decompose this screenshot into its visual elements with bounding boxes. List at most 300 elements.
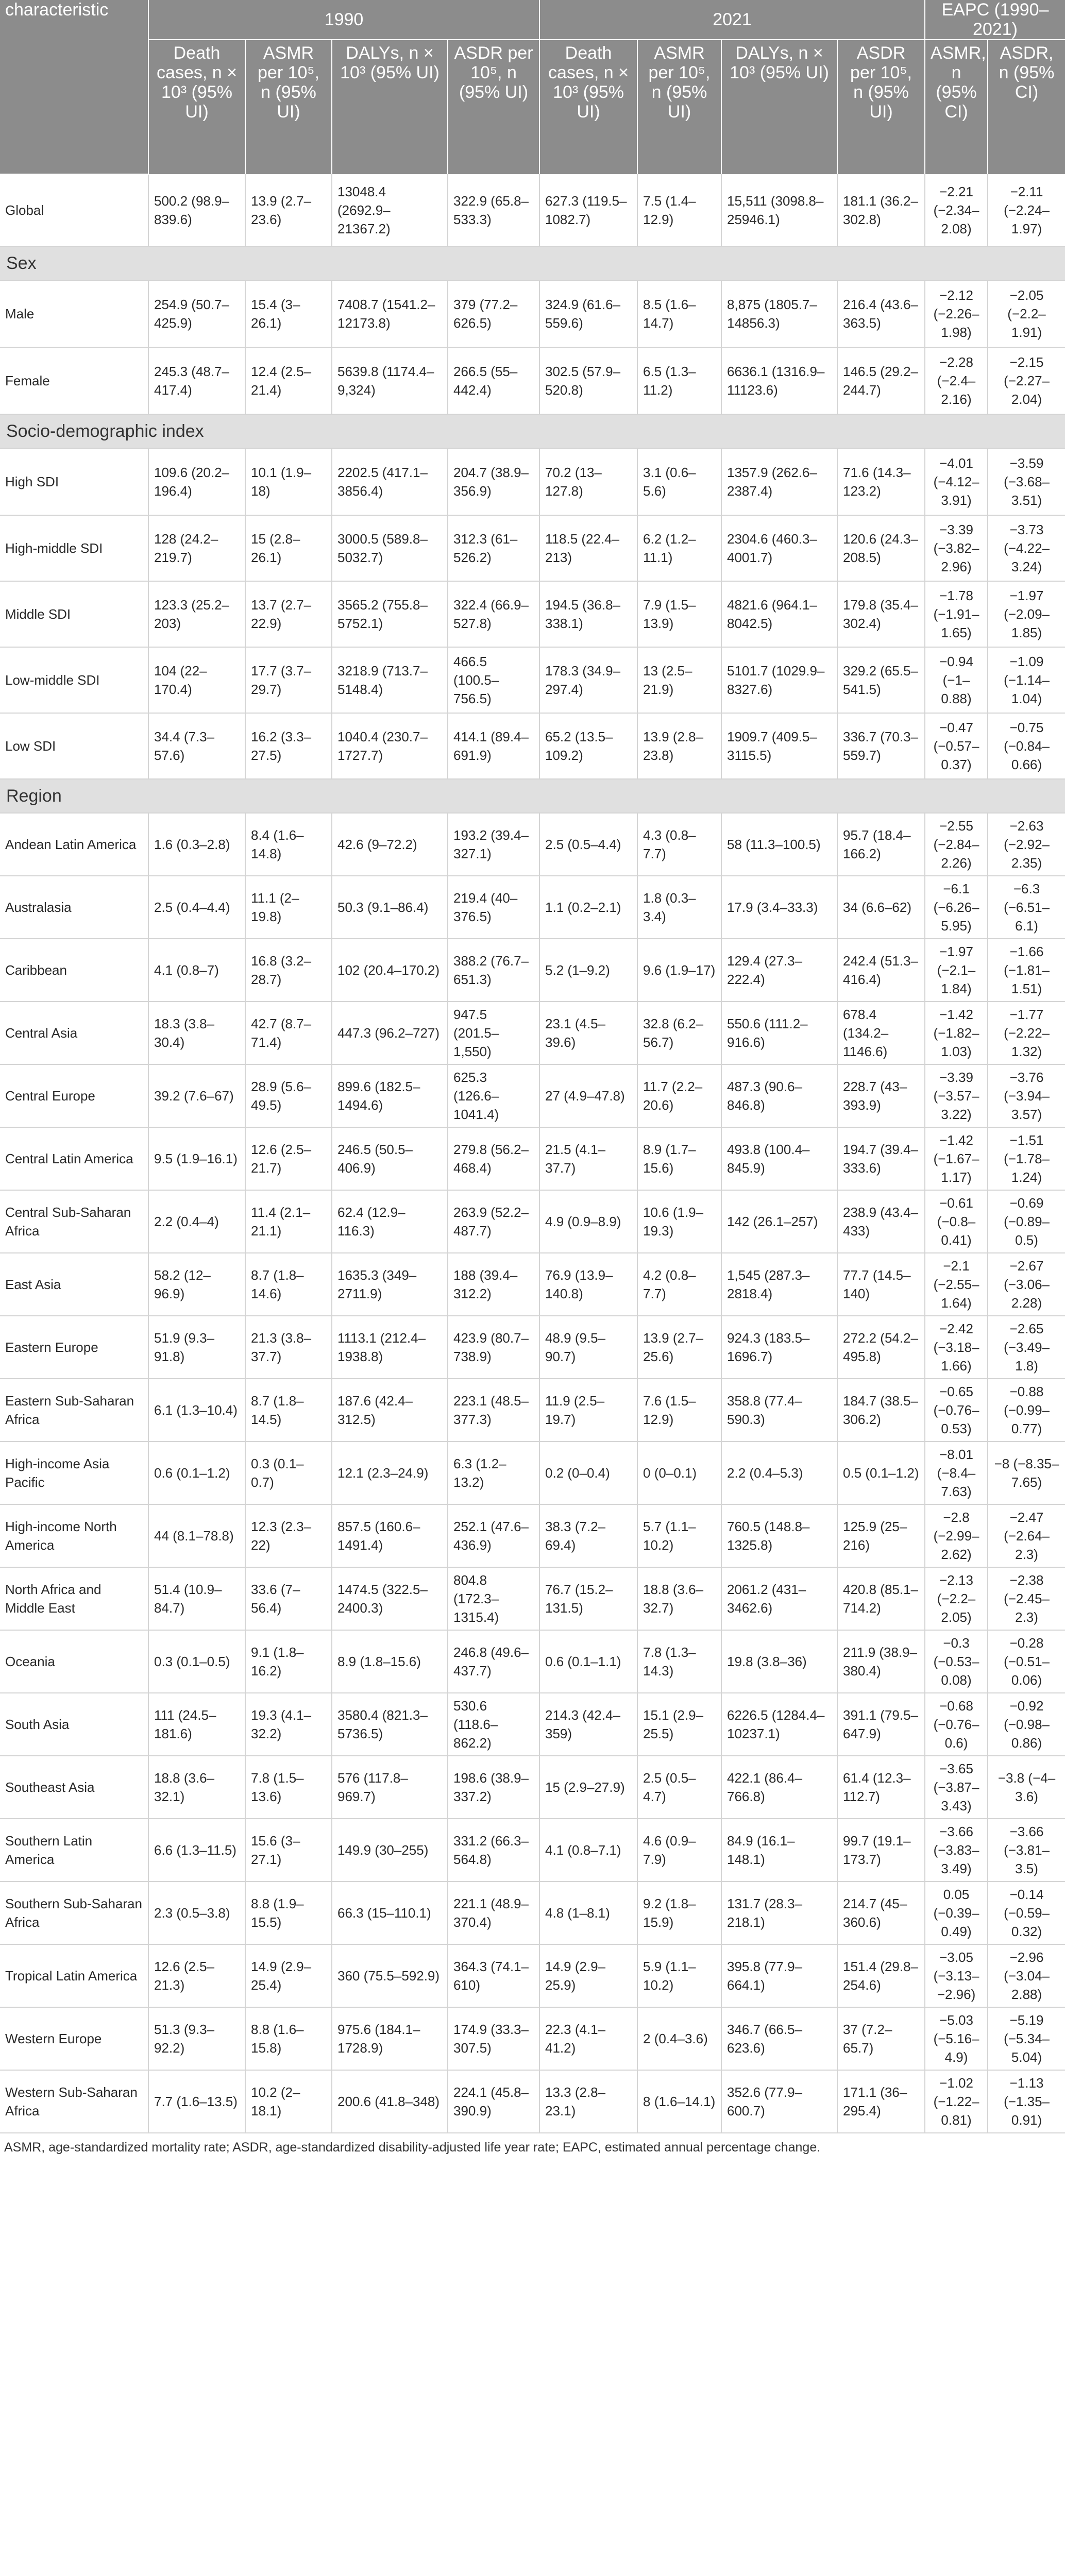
table-cell: 0.3 (0.1–0.7) (245, 1442, 332, 1504)
table-cell: 34.4 (7.3–57.6) (148, 713, 245, 779)
table-cell: 3218.9 (713.7–5148.4) (332, 647, 448, 713)
table-cell: 246.8 (49.6–437.7) (448, 1630, 539, 1693)
table-cell: 18.8 (3.6–32.1) (148, 1756, 245, 1819)
table-cell: 61.4 (12.3–112.7) (837, 1756, 925, 1819)
table-cell: 947.5 (201.5–1,550) (448, 1002, 539, 1064)
table-cell: 3000.5 (589.8–5032.7) (332, 515, 448, 581)
table-cell: −0.92 (−0.98–0.86) (988, 1693, 1065, 1756)
table-cell: 149.9 (30–255) (332, 1819, 448, 1882)
table-cell: 6226.5 (1284.4–10237.1) (721, 1693, 837, 1756)
table-row (0, 1316, 1065, 1379)
table-cell: 51.3 (9.3–92.2) (148, 2007, 245, 2070)
table-cell: 8 (1.6–14.1) (637, 2070, 721, 2133)
table-cell: 21.3 (3.8–37.7) (245, 1316, 332, 1379)
table-cell: −2.47 (−2.64–2.3) (988, 1504, 1065, 1567)
table-cell: −2.1 (−2.55–1.64) (925, 1253, 988, 1316)
row-label: High SDI (0, 448, 148, 515)
table-cell: 1.1 (0.2–2.1) (539, 876, 637, 939)
table-cell: −3.39 (−3.57–3.22) (925, 1064, 988, 1127)
table-cell: −2.15 (−2.27–2.04) (988, 347, 1065, 414)
table-cell: 15,511 (3098.8–25946.1) (721, 174, 837, 246)
table-cell: 10.1 (1.9–18) (245, 448, 332, 515)
table-cell: 388.2 (76.7–651.3) (448, 939, 539, 1002)
table-cell: 329.2 (65.5–541.5) (837, 647, 925, 713)
table-cell: 254.9 (50.7–425.9) (148, 280, 245, 347)
table-cell: 76.7 (15.2–131.5) (539, 1567, 637, 1630)
table-cell: 7.8 (1.5–13.6) (245, 1756, 332, 1819)
table-cell: −1.77 (−2.22–1.32) (988, 1002, 1065, 1064)
table-cell: 576 (117.8–969.7) (332, 1756, 448, 1819)
table-cell: 391.1 (79.5–647.9) (837, 1693, 925, 1756)
table-cell: 346.7 (66.5–623.6) (721, 2007, 837, 2070)
header-death-2021: Death cases, n × 10³ (95% UI) (539, 40, 637, 174)
table-cell: 214.3 (42.4–359) (539, 1693, 637, 1756)
table-cell: 42.7 (8.7–71.4) (245, 1002, 332, 1064)
table-cell: 7.8 (1.3–14.3) (637, 1630, 721, 1693)
table-cell: 358.8 (77.4–590.3) (721, 1379, 837, 1442)
table-cell: 466.5 (100.5–756.5) (448, 647, 539, 713)
table-row (0, 1567, 1065, 1630)
table-cell: 4.9 (0.9–8.9) (539, 1190, 637, 1253)
table-cell: 2061.2 (431–3462.6) (721, 1567, 837, 1630)
table-row (0, 713, 1065, 779)
table-cell: 263.9 (52.2–487.7) (448, 1190, 539, 1253)
table-cell: 102 (20.4–170.2) (332, 939, 448, 1002)
table-cell: 6.1 (1.3–10.4) (148, 1379, 245, 1442)
table-cell: 0.3 (0.1–0.5) (148, 1630, 245, 1693)
row-label: Southern Latin America (0, 1819, 148, 1882)
table-cell: 51.4 (10.9–84.7) (148, 1567, 245, 1630)
table-row (0, 1504, 1065, 1567)
table-cell: 194.7 (39.4–333.6) (837, 1127, 925, 1190)
table-cell: 4.2 (0.8–7.7) (637, 1253, 721, 1316)
row-label: Low SDI (0, 713, 148, 779)
table-cell: 13.9 (2.8–23.8) (637, 713, 721, 779)
table-cell: 487.3 (90.6–846.8) (721, 1064, 837, 1127)
row-label: Central Asia (0, 1002, 148, 1064)
table-cell: 12.4 (2.5–21.4) (245, 347, 332, 414)
row-label: Western Sub-Saharan Africa (0, 2070, 148, 2133)
table-cell: 2202.5 (417.1–3856.4) (332, 448, 448, 515)
table-cell: 128 (24.2–219.7) (148, 515, 245, 581)
table-cell: 129.4 (27.3–222.4) (721, 939, 837, 1002)
table-cell: 414.1 (89.4–691.9) (448, 713, 539, 779)
table-cell: 28.9 (5.6–49.5) (245, 1064, 332, 1127)
table-row (0, 1127, 1065, 1190)
table-body (0, 174, 1065, 2133)
table-cell: 4.6 (0.9–7.9) (637, 1819, 721, 1882)
table-cell: 198.6 (38.9–337.2) (448, 1756, 539, 1819)
header-asdr-1990: ASDR per 10⁵, n (95% UI) (448, 40, 539, 174)
table-cell: 6.3 (1.2–13.2) (448, 1442, 539, 1504)
table-cell: 0.05 (−0.39–0.49) (925, 1882, 988, 1944)
table-cell: 146.5 (29.2–244.7) (837, 347, 925, 414)
table-cell: 14.9 (2.9–25.4) (245, 1944, 332, 2007)
table-cell: 17.9 (3.4–33.3) (721, 876, 837, 939)
table-cell: 8.4 (1.6–14.8) (245, 813, 332, 876)
header-death-1990: Death cases, n × 10³ (95% UI) (148, 40, 245, 174)
row-label: Female (0, 347, 148, 414)
table-cell: 678.4 (134.2–1146.6) (837, 1002, 925, 1064)
table-cell: 131.7 (28.3–218.1) (721, 1882, 837, 1944)
table-cell: 7.5 (1.4–12.9) (637, 174, 721, 246)
table-cell: 21.5 (4.1–37.7) (539, 1127, 637, 1190)
table-cell: −0.3 (−0.53–0.08) (925, 1630, 988, 1693)
table-cell: 33.6 (7–56.4) (245, 1567, 332, 1630)
table-row (0, 174, 1065, 246)
table-cell: 70.2 (13–127.8) (539, 448, 637, 515)
table-cell: 322.9 (65.8–533.3) (448, 174, 539, 246)
table-cell: 37 (7.2–65.7) (837, 2007, 925, 2070)
table-row (0, 1819, 1065, 1882)
row-label: South Asia (0, 1693, 148, 1756)
header-asmr-2021: ASMR per 10⁵, n (95% UI) (637, 40, 721, 174)
table-cell: 8.8 (1.6–15.8) (245, 2007, 332, 2070)
table-cell: 221.1 (48.9–370.4) (448, 1882, 539, 1944)
table-cell: −2.42 (−3.18–1.66) (925, 1316, 988, 1379)
table-cell: −1.02 (−1.22–0.81) (925, 2070, 988, 2133)
table-cell: −3.66 (−3.81–3.5) (988, 1819, 1065, 1882)
table-cell: −2.63 (−2.92–2.35) (988, 813, 1065, 876)
table-cell: 84.9 (16.1–148.1) (721, 1819, 837, 1882)
header-asdr-2021: ASDR per 10⁵, n (95% UI) (837, 40, 925, 174)
table-cell: 1635.3 (349–2711.9) (332, 1253, 448, 1316)
table-cell: 123.3 (25.2–203) (148, 581, 245, 647)
table-cell: 625.3 (126.6–1041.4) (448, 1064, 539, 1127)
table-cell: 7408.7 (1541.2–12173.8) (332, 280, 448, 347)
table-cell: 109.6 (20.2–196.4) (148, 448, 245, 515)
table-cell: −1.09 (−1.14–1.04) (988, 647, 1065, 713)
table-cell: −3.39 (−3.82–2.96) (925, 515, 988, 581)
table-cell: 5101.7 (1029.9–8327.6) (721, 647, 837, 713)
table-cell: 8.7 (1.8–14.6) (245, 1253, 332, 1316)
table-cell: 0.6 (0.1–1.2) (148, 1442, 245, 1504)
table-cell: 104 (22–170.4) (148, 647, 245, 713)
table-cell: −2.28 (−2.4–2.16) (925, 347, 988, 414)
table-cell: 193.2 (39.4–327.1) (448, 813, 539, 876)
table-cell: 7.9 (1.5–13.9) (637, 581, 721, 647)
table-cell: 16.8 (3.2–28.7) (245, 939, 332, 1002)
table-cell: 58.2 (12–96.9) (148, 1253, 245, 1316)
table-cell: 302.5 (57.9–520.8) (539, 347, 637, 414)
table-cell: 71.6 (14.3–123.2) (837, 448, 925, 515)
table-cell: −1.51 (−1.78–1.24) (988, 1127, 1065, 1190)
table-cell: 245.3 (48.7–417.4) (148, 347, 245, 414)
table-row (0, 280, 1065, 347)
table-cell: 211.9 (38.9–380.4) (837, 1630, 925, 1693)
table-cell: 10.2 (2–18.1) (245, 2070, 332, 2133)
table-cell: 51.9 (9.3–91.8) (148, 1316, 245, 1379)
row-label: High-middle SDI (0, 515, 148, 581)
table-row (0, 1693, 1065, 1756)
table-cell: −1.97 (−2.1–1.84) (925, 939, 988, 1002)
table-cell: 352.6 (77.9–600.7) (721, 2070, 837, 2133)
table-row (0, 1253, 1065, 1316)
table-cell: 336.7 (70.3–559.7) (837, 713, 925, 779)
table-cell: 76.9 (13.9–140.8) (539, 1253, 637, 1316)
table-cell: 857.5 (160.6–1491.4) (332, 1504, 448, 1567)
section-header (0, 246, 1065, 280)
table-cell: 760.5 (148.8–1325.8) (721, 1504, 837, 1567)
table-row (0, 347, 1065, 414)
table-cell: 18.8 (3.6–32.7) (637, 1567, 721, 1630)
row-label: Western Europe (0, 2007, 148, 2070)
table-cell: 174.9 (33.3–307.5) (448, 2007, 539, 2070)
table-cell: 5.2 (1–9.2) (539, 939, 637, 1002)
table-cell: 111 (24.5–181.6) (148, 1693, 245, 1756)
table-cell: 924.3 (183.5–1696.7) (721, 1316, 837, 1379)
table-cell: 95.7 (18.4–166.2) (837, 813, 925, 876)
table-cell: 266.5 (55–442.4) (448, 347, 539, 414)
header-year-2021: 2021 (539, 0, 925, 40)
table-cell: 15.1 (2.9–25.5) (637, 1693, 721, 1756)
table-row (0, 647, 1065, 713)
table-cell: 2.5 (0.5–4.7) (637, 1756, 721, 1819)
table-cell: 4.1 (0.8–7) (148, 939, 245, 1002)
table-cell: 62.4 (12.9–116.3) (332, 1190, 448, 1253)
table-cell: 0.6 (0.1–1.1) (539, 1630, 637, 1693)
row-label: Oceania (0, 1630, 148, 1693)
row-label: Male (0, 280, 148, 347)
table-cell: 125.9 (25–216) (837, 1504, 925, 1567)
table-cell: 4.8 (1–8.1) (539, 1882, 637, 1944)
header-eapc: EAPC (1990–2021) (925, 0, 1065, 40)
header-dalys-2021: DALYs, n × 10³ (95% UI) (721, 40, 837, 174)
row-label: Central Sub-Saharan Africa (0, 1190, 148, 1253)
table-cell: 2304.6 (460.3–4001.7) (721, 515, 837, 581)
section-header (0, 414, 1065, 448)
table-cell: 42.6 (9–72.2) (332, 813, 448, 876)
row-label: Central Europe (0, 1064, 148, 1127)
row-label: High-income North America (0, 1504, 148, 1567)
row-label: Eastern Europe (0, 1316, 148, 1379)
table-cell: −3.73 (−4.22–3.24) (988, 515, 1065, 581)
table-cell: 13048.4 (2692.9–21367.2) (332, 174, 448, 246)
table-cell: −2.96 (−3.04–2.88) (988, 1944, 1065, 2007)
table-cell: 4.1 (0.8–7.1) (539, 1819, 637, 1882)
table-cell: 13.9 (2.7–25.6) (637, 1316, 721, 1379)
table-cell: −2.67 (−3.06–2.28) (988, 1253, 1065, 1316)
table-cell: 242.4 (51.3–416.4) (837, 939, 925, 1002)
table-cell: −2.12 (−2.26–1.98) (925, 280, 988, 347)
table-cell: −1.13 (−1.35–0.91) (988, 2070, 1065, 2133)
table-cell: 322.4 (66.9–527.8) (448, 581, 539, 647)
table-cell: 120.6 (24.3–208.5) (837, 515, 925, 581)
table-cell: −0.61 (−0.8–0.41) (925, 1190, 988, 1253)
table-cell: 804.8 (172.3–1315.4) (448, 1567, 539, 1630)
table-cell: −0.65 (−0.76–0.53) (925, 1379, 988, 1442)
table-cell: −0.75 (−0.84–0.66) (988, 713, 1065, 779)
table-cell: −1.66 (−1.81–1.51) (988, 939, 1065, 1002)
table-cell: 9.5 (1.9–16.1) (148, 1127, 245, 1190)
table-cell: 44 (8.1–78.8) (148, 1504, 245, 1567)
table-row (0, 813, 1065, 876)
table-cell: 500.2 (98.9–839.6) (148, 174, 245, 246)
table-row (0, 1944, 1065, 2007)
table-cell: 423.9 (80.7–738.9) (448, 1316, 539, 1379)
table-cell: −3.65 (−3.87–3.43) (925, 1756, 988, 1819)
table-cell: 2.2 (0.4–5.3) (721, 1442, 837, 1504)
table-cell: 12.6 (2.5–21.7) (245, 1127, 332, 1190)
table-cell: 194.5 (36.8–338.1) (539, 581, 637, 647)
table-cell: −8 (−8.35–7.65) (988, 1442, 1065, 1504)
table-row (0, 1379, 1065, 1442)
table-cell: −0.69 (−0.89–0.5) (988, 1190, 1065, 1253)
table-cell: 5.9 (1.1–10.2) (637, 1944, 721, 2007)
table-cell: −3.59 (−3.68–3.51) (988, 448, 1065, 515)
table-cell: 50.3 (9.1–86.4) (332, 876, 448, 939)
table-cell: 395.8 (77.9–664.1) (721, 1944, 837, 2007)
table-row (0, 876, 1065, 939)
table-cell: 223.1 (48.5–377.3) (448, 1379, 539, 1442)
section-title: Region (0, 779, 1065, 813)
table-cell: 6.2 (1.2–11.1) (637, 515, 721, 581)
table-row (0, 2007, 1065, 2070)
table-cell: 447.3 (96.2–727) (332, 1002, 448, 1064)
row-label: Caribbean (0, 939, 148, 1002)
table-cell: 214.7 (45–360.6) (837, 1882, 925, 1944)
table-cell: 3580.4 (821.3–5736.5) (332, 1693, 448, 1756)
table-cell: 6.6 (1.3–11.5) (148, 1819, 245, 1882)
table-cell: 13.3 (2.8–23.1) (539, 2070, 637, 2133)
header-characteristic: characteristic (0, 0, 148, 174)
row-label: East Asia (0, 1253, 148, 1316)
table-cell: 15 (2.8–26.1) (245, 515, 332, 581)
table-cell: 360 (75.5–592.9) (332, 1944, 448, 2007)
table-cell: 627.3 (119.5–1082.7) (539, 174, 637, 246)
table-cell: 142 (26.1–257) (721, 1190, 837, 1253)
table-cell: 48.9 (9.5–90.7) (539, 1316, 637, 1379)
table-cell: −6.3 (−6.51–6.1) (988, 876, 1065, 939)
table-cell: 77.7 (14.5–140) (837, 1253, 925, 1316)
table-cell: 5639.8 (1174.4–9,324) (332, 347, 448, 414)
table-cell: −0.47 (−0.57–0.37) (925, 713, 988, 779)
table-cell: 530.6 (118.6–862.2) (448, 1693, 539, 1756)
table-cell: 22.3 (4.1–41.2) (539, 2007, 637, 2070)
table-cell: 99.7 (19.1–173.7) (837, 1819, 925, 1882)
table-cell: 13 (2.5–21.9) (637, 647, 721, 713)
header-asmr-1990: ASMR per 10⁵, n (95% UI) (245, 40, 332, 174)
table-cell: 12.3 (2.3–22) (245, 1504, 332, 1567)
table-cell: −3.8 (−4–3.6) (988, 1756, 1065, 1819)
table-cell: −2.55 (−2.84–2.26) (925, 813, 988, 876)
table-header (0, 0, 1065, 174)
table-cell: 228.7 (43–393.9) (837, 1064, 925, 1127)
table-cell: 0.2 (0–0.4) (539, 1442, 637, 1504)
table-cell: 13.7 (2.7–22.9) (245, 581, 332, 647)
table-cell: 184.7 (38.5–306.2) (837, 1379, 925, 1442)
row-label: North Africa and Middle East (0, 1567, 148, 1630)
table-cell: 32.8 (6.2–56.7) (637, 1002, 721, 1064)
row-label: Australasia (0, 876, 148, 939)
table-cell: 16.2 (3.3–27.5) (245, 713, 332, 779)
table-cell: 181.1 (36.2–302.8) (837, 174, 925, 246)
table-cell: 19.3 (4.1–32.2) (245, 1693, 332, 1756)
table-cell: 216.4 (43.6–363.5) (837, 280, 925, 347)
table-cell: 324.9 (61.6–559.6) (539, 280, 637, 347)
table-cell: 379 (77.2–626.5) (448, 280, 539, 347)
table-cell: 9.2 (1.8–15.9) (637, 1882, 721, 1944)
table-cell: 65.2 (13.5–109.2) (539, 713, 637, 779)
table-cell: −6.1 (−6.26–5.95) (925, 876, 988, 939)
table-cell: 9.1 (1.8–16.2) (245, 1630, 332, 1693)
table-cell: 12.1 (2.3–24.9) (332, 1442, 448, 1504)
table-cell: 3.1 (0.6–5.6) (637, 448, 721, 515)
table-cell: 3565.2 (755.8–5752.1) (332, 581, 448, 647)
table-cell: 15.6 (3–27.1) (245, 1819, 332, 1882)
row-label: Global (0, 174, 148, 246)
table-cell: −3.66 (−3.83–3.49) (925, 1819, 988, 1882)
table-cell: −2.21 (−2.34–2.08) (925, 174, 988, 246)
row-label: Tropical Latin America (0, 1944, 148, 2007)
table-cell: −2.8 (−2.99–2.62) (925, 1504, 988, 1567)
row-label: Middle SDI (0, 581, 148, 647)
table-cell: −5.19 (−5.34–5.04) (988, 2007, 1065, 2070)
table-cell: 899.6 (182.5–1494.6) (332, 1064, 448, 1127)
table-cell: 66.3 (15–110.1) (332, 1882, 448, 1944)
table-cell: 8,875 (1805.7–14856.3) (721, 280, 837, 347)
table-cell: 2.5 (0.4–4.4) (148, 876, 245, 939)
table-cell: −2.13 (−2.2–2.05) (925, 1567, 988, 1630)
table-cell: 1.6 (0.3–2.8) (148, 813, 245, 876)
row-label: Andean Latin America (0, 813, 148, 876)
table-cell: 4.3 (0.8–7.7) (637, 813, 721, 876)
table-cell: 1040.4 (230.7–1727.7) (332, 713, 448, 779)
table-cell: 15.4 (3–26.1) (245, 280, 332, 347)
table-cell: 8.5 (1.6–14.7) (637, 280, 721, 347)
table-cell: 312.3 (61–526.2) (448, 515, 539, 581)
row-label: Southeast Asia (0, 1756, 148, 1819)
row-label: Eastern Sub-Saharan Africa (0, 1379, 148, 1442)
table-cell: 12.6 (2.5–21.3) (148, 1944, 245, 2007)
table-cell: 1,545 (287.3–2818.4) (721, 1253, 837, 1316)
header-eapc-asdr: ASDR, n (95% CI) (988, 40, 1065, 174)
table-row (0, 448, 1065, 515)
table-cell: 188 (39.4–312.2) (448, 1253, 539, 1316)
table-row (0, 2070, 1065, 2133)
table-cell: 204.7 (38.9–356.9) (448, 448, 539, 515)
table-row (0, 581, 1065, 647)
table-cell: 219.4 (40–376.5) (448, 876, 539, 939)
table-cell: 1.8 (0.3–3.4) (637, 876, 721, 939)
table-cell: 1357.9 (262.6–2387.4) (721, 448, 837, 515)
table-cell: −2.05 (−2.2–1.91) (988, 280, 1065, 347)
table-cell: 11.7 (2.2–20.6) (637, 1064, 721, 1127)
table-cell: 34 (6.6–62) (837, 876, 925, 939)
table-cell: 58 (11.3–100.5) (721, 813, 837, 876)
table-cell: −0.28 (−0.51–0.06) (988, 1630, 1065, 1693)
table-cell: 238.9 (43.4–433) (837, 1190, 925, 1253)
table-cell: 8.8 (1.9–15.5) (245, 1882, 332, 1944)
table-cell: 7.7 (1.6–13.5) (148, 2070, 245, 2133)
table-cell: 5.7 (1.1–10.2) (637, 1504, 721, 1567)
table-cell: −8.01 (−8.4–7.63) (925, 1442, 988, 1504)
table-cell: 19.8 (3.8–36) (721, 1630, 837, 1693)
table-cell: 364.3 (74.1–610) (448, 1944, 539, 2007)
table-cell: 17.7 (3.7–29.7) (245, 647, 332, 713)
table-cell: −1.42 (−1.82–1.03) (925, 1002, 988, 1064)
table-cell: 11.4 (2.1–21.1) (245, 1190, 332, 1253)
table-cell: 493.8 (100.4–845.9) (721, 1127, 837, 1190)
table-cell: 118.5 (22.4–213) (539, 515, 637, 581)
table-cell: 1909.7 (409.5–3115.5) (721, 713, 837, 779)
header-dalys-1990: DALYs, n × 10³ (95% UI) (332, 40, 448, 174)
table-cell: 27 (4.9–47.8) (539, 1064, 637, 1127)
table-cell: 2 (0.4–3.6) (637, 2007, 721, 2070)
table-cell: 422.1 (86.4–766.8) (721, 1756, 837, 1819)
table-cell: 8.9 (1.7–15.6) (637, 1127, 721, 1190)
table-row (0, 1064, 1065, 1127)
